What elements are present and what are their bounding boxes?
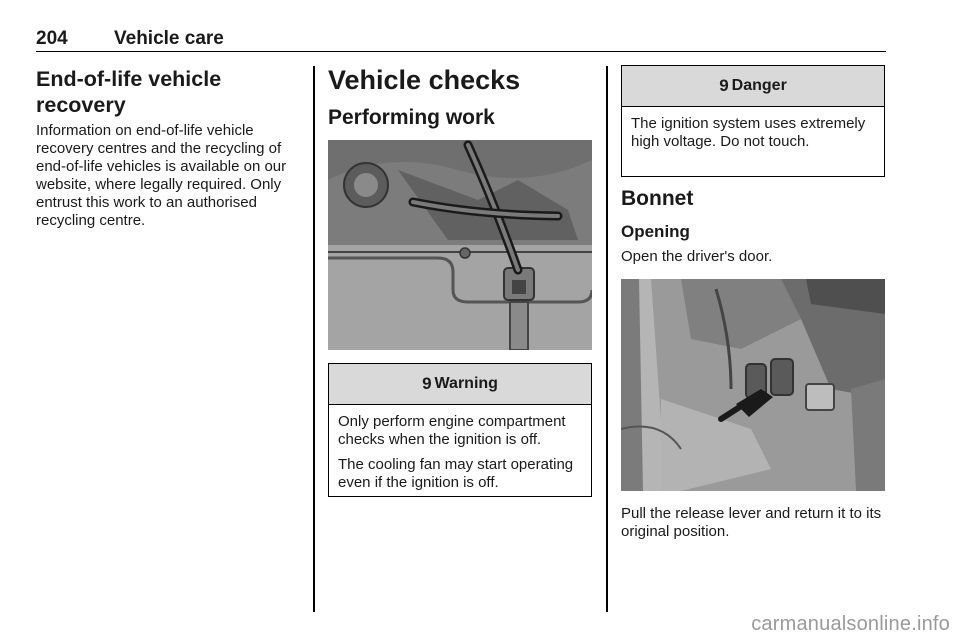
warning-box-body (329, 405, 591, 500)
middle-column (328, 64, 592, 131)
danger-box-header (622, 66, 884, 107)
step-open-door: Open the driver's door. (621, 248, 773, 265)
footwell-illustration (621, 279, 885, 491)
right-column-bottom (621, 505, 885, 541)
heading-bonnet: Bonnet (621, 187, 694, 210)
warning-title: Warning (434, 375, 498, 392)
warning-box-header (329, 364, 591, 405)
column-divider (313, 66, 315, 612)
warning-paragraph: The cooling fan may start operating even if the ignition is off. (338, 456, 574, 491)
page-header (36, 28, 886, 52)
danger-title: Danger (731, 77, 787, 94)
left-column (36, 66, 302, 230)
page-number: 204 (36, 28, 68, 49)
engine-compartment-figure (328, 140, 592, 350)
danger-text: The ignition system uses extremely high voltage. Do not touch. (631, 115, 866, 150)
heading-end-of-life: End-of-life vehicle recovery (36, 67, 222, 117)
release-lever-figure (621, 279, 885, 491)
danger-box (621, 65, 885, 177)
section-title: Vehicle care (114, 28, 224, 49)
step-pull-lever: Pull the release lever and return it to its original position. (621, 505, 882, 540)
warning-paragraph: Only perform engine compartment checks when the ignition is off. (338, 413, 566, 448)
right-column (621, 186, 885, 266)
column-divider (606, 66, 608, 612)
heading-vehicle-checks: Vehicle checks (328, 65, 521, 95)
watermark-text: carmanualsonline.info (751, 613, 950, 635)
end-of-life-text: Information on end-of-life vehicle recovery centres and the recycling of end-of-life vehicles is available on our website, where legally required. Only entrust this work to an authorised recycling centre. (36, 122, 287, 229)
subheading-opening: Opening (621, 222, 690, 241)
engine-illustration (328, 140, 592, 350)
subheading-performing-work: Performing work (328, 106, 495, 129)
danger-box-body (622, 107, 884, 159)
warning-box (328, 363, 592, 497)
warning-icon: 9 (422, 374, 432, 393)
danger-icon: 9 (719, 76, 729, 95)
